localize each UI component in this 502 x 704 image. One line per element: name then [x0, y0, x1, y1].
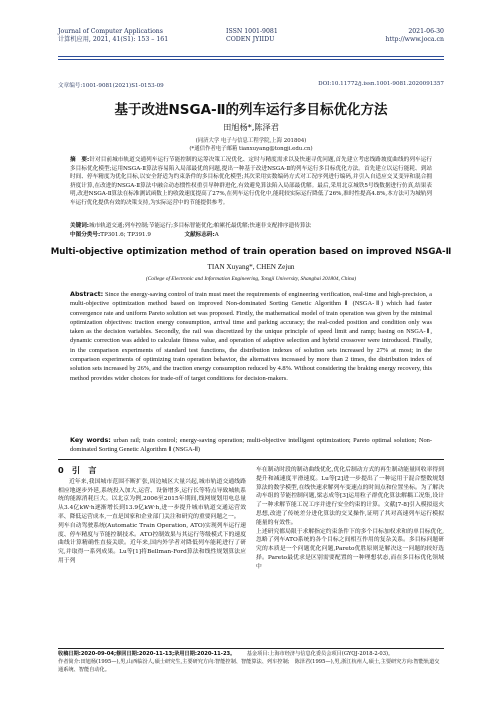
- journal-name: [58, 28, 168, 44]
- author-bio: 作者简介:田旭杨(1995—),男,山西临汾人,硕士研究生,主要研究方向:智能控制、智能算法、列车控制; 陈泽君(1995—),男,浙江杭州人,硕士,主要研究方向:智能轨道交通系统、智能自动化。: [58, 658, 440, 673]
- corresponding-author: (*通信作者电子邮箱 tianxuyang@tongji.edu.cn): [189, 146, 313, 152]
- header-divider: [58, 56, 444, 57]
- affiliation-cn: (同济大学 电子与信息工程学院,上海 201804): [195, 138, 307, 144]
- coden: CODEN JYIIDU: [226, 36, 275, 43]
- abstract-cn: [70, 156, 432, 208]
- abstract-cn-label: 摘 要:: [70, 157, 90, 163]
- keywords-en: [70, 436, 432, 455]
- body-right-text: 车在制动时段的制动曲线优化,优化后制动方式的再生制动能量回收率得到提升和减速度平滑速度。Lu等[2]进一步提出了一种运用于混合整数规划算法的数学模型,在线快速求解列车变速点的时间点和位置坐标。为了解决动车组的节能控制问题,梁志成等[3]运用粒子群优化算法解耦工况集,设计了一种求解节能工况工序并进行安全约束的计算。文献[7-8]引入模拟退火思想,改进了传统差分进化算法的交叉操作,证明了其对高速列车运行模拟能量的有效性。 上述研究都局限于求解指定约束条件下的多个目标加权求和的单目标优化,忽略了列车ATO系统的各个目标之间相互作用的复杂关系。多目标问题研究的本质是一个问题优化问题,Pareto优胜原则是解决这一问题的较好选择。Pareto最优求是区别需要配置的一种理想状态,而在多目标优化领域中: [256, 467, 444, 570]
- abstract-en-text: Since the energy-saving control of train must meet the requirements of engineering verification, real-time and high-precision, a multi-objective optimization method based on improved Non-dominated Sorting Genetic Algorithm Ⅱ (NSGA-Ⅱ) which had faster convergence rate and uniform Pareto solution set was proposed. Firstly, the mathematical model of train operation was given by the minimal optimization objectives: traction energy consumption, arrival time and parking accuracy; the real-coded position and condition only was taken as the decision variables. Secondly, the rail was discretized by the unique principle of speed limit and ramp; basing on NSGA-Ⅱ, dynamic correction was added to calculate fitness value, and operation of adaptive selection and hybrid crossover were introduced. Finally, in the comparison experiments of standard test functions, the distribution indexes of solution sets increased by 27% at most; in the comparison experiments of optimizing train operation behavior, the alternatives increased by more than 2 times, the distribution index of solution sets increased by 26%, and the traction energy consumption reduced by 4.8%. Without considering the braking energy recovery, this method provides wider choices for trade-off of target conditions for decision-makers.: [70, 291, 432, 382]
- abstract-en: [70, 290, 432, 383]
- body-left-column: [58, 466, 246, 566]
- journal-date-url: [385, 28, 444, 44]
- body-left-text: 近年来,我国城市范围不断扩张,周边城区大量兴起,城市轨道交通线路相应地逐步外延,系统投入加大,运营、设备增多,运行长等特点导致城轨系统的能源消耗巨大。以北京为例,2006至2015年期间,线网规划用电总量从3.4亿kW·h逐渐增长到13.9亿kW·h,进一步提升城市轨道交通运营效率、降低运营成本,一直是国家和企业部门关注和研究的重要问题之一。 列车自动驾驶系统(Automatic Train Operation, ATO)实现列车运行速度、停车精度与节能控制技术。ATO控制效果与其运行等级模式下的速度曲线计算精确性直接关联。近年来,国内外学者对降低列车能耗进行了研究,并取得一系列成果。Lu等[1]将Bellman-Ford算法和线性规划算法应用于列: [58, 478, 246, 564]
- footnote-dates: [58, 651, 444, 659]
- keywords-en-label: Key words:: [70, 436, 111, 444]
- keywords-en-text: urban rail; train control; energy-saving operation; multi-objective intelligent optimization; Pareto optimal solution; Non-dominated Sorting Genetic Algorithm Ⅱ (NSGA-Ⅱ): [70, 437, 433, 454]
- doi[interactable]: DOI:10.11772/j.issn.1001-9081.2020091357: [318, 81, 444, 87]
- funding: 基金项目:上海市经济与信息化委员会项目(GYQJ-2018-2-03)。: [246, 651, 394, 657]
- classification: [70, 231, 432, 240]
- doc-code-label: 文献标志码:: [184, 232, 215, 238]
- journal-header: [58, 28, 444, 52]
- journal-name-en: Journal of Computer Applications: [58, 28, 163, 35]
- doc-code-value: A: [214, 232, 219, 238]
- issn: ISSN 1001-9081: [226, 28, 278, 35]
- abstract-divider: [58, 459, 444, 460]
- authors-cn: 田旭杨*,陈泽君: [223, 122, 279, 132]
- issue-date: 2021-06-30: [408, 28, 444, 35]
- footer-divider: [58, 648, 444, 649]
- keywords-cn-text: 城市轨道交通;列车控制;节能运行;多目标智能优化;帕累托最优解;快速非支配排序遗传算法: [89, 223, 312, 229]
- journal-url[interactable]: http://www.joca.cn: [385, 36, 444, 43]
- keywords-cn-label: 关键词:: [70, 223, 90, 229]
- journal-citation: 计算机应用, 2021, 41(S1): 153 – 161: [58, 36, 169, 43]
- article-number: 文章编号:1001-9081(2021)S1-0153-09: [58, 83, 164, 89]
- abstract-en-label: Abstract:: [70, 290, 104, 298]
- footnote: [58, 651, 444, 674]
- header-divider-2: [58, 59, 444, 60]
- keywords-cn: [70, 222, 432, 231]
- received-dates: 收稿日期:2020-09-04;修回日期:2020-11-13;录用日期:2020-11-23。: [58, 651, 236, 657]
- class-value: TP301.6; TP391.9: [100, 232, 151, 238]
- abstract-cn-text: 针对目前城市轨道交通列车运行节能控制的运筹决策工况优化、定时与精度需求以及快速寻优问题,首先建立考虑线路坡度曲线的列车运行多目标优化模型;运用NSGA-Ⅱ算法容易陷入局部最优的问题,提出一种基于改进NSGA-Ⅱ的列车运行多目标优化方法。首先建立以运行能耗、到站时间、停车精度为优化目标,以安全舒适为约束条件的多目标优化模型;其次采用实数编码方式对工况序列进行编码,并引入自适应交叉变异和混合拥挤度计算,在改进的NSGA-Ⅱ算法中融合动态惯性权重引导种群进化,有效避免算法陷入局部最优解。最后,采用北京城铁5号线数据进行仿真,结果表明,改进NSGA-Ⅱ算法在标准测试函数上的收敛速度提高了27%,在列车运行优化中,能耗较实际运行降低了26%,准时性提高4.8%,本方法可为城轨列车运行优化提供有效的决策支持,为实际运营中的节能提供参考。: [70, 157, 432, 206]
- paper-title-cn: 基于改进NSGA-Ⅱ的列车运行多目标优化方法: [114, 102, 388, 118]
- section-heading: 0 引 言: [58, 465, 97, 475]
- authors-en: TIAN Xuyang*, CHEN Zejun: [207, 263, 295, 271]
- paper-title-en: Multi-objective optimization method of train operation based on improved NSGA-Ⅱ: [50, 247, 452, 257]
- journal-ids: [226, 28, 278, 44]
- body-right-column: [256, 466, 444, 572]
- affiliation-en: (College of Electronic and Information Engineering, Tongji University, Shanghai 201804, China): [145, 276, 357, 282]
- class-label: 中图分类号:: [70, 232, 101, 238]
